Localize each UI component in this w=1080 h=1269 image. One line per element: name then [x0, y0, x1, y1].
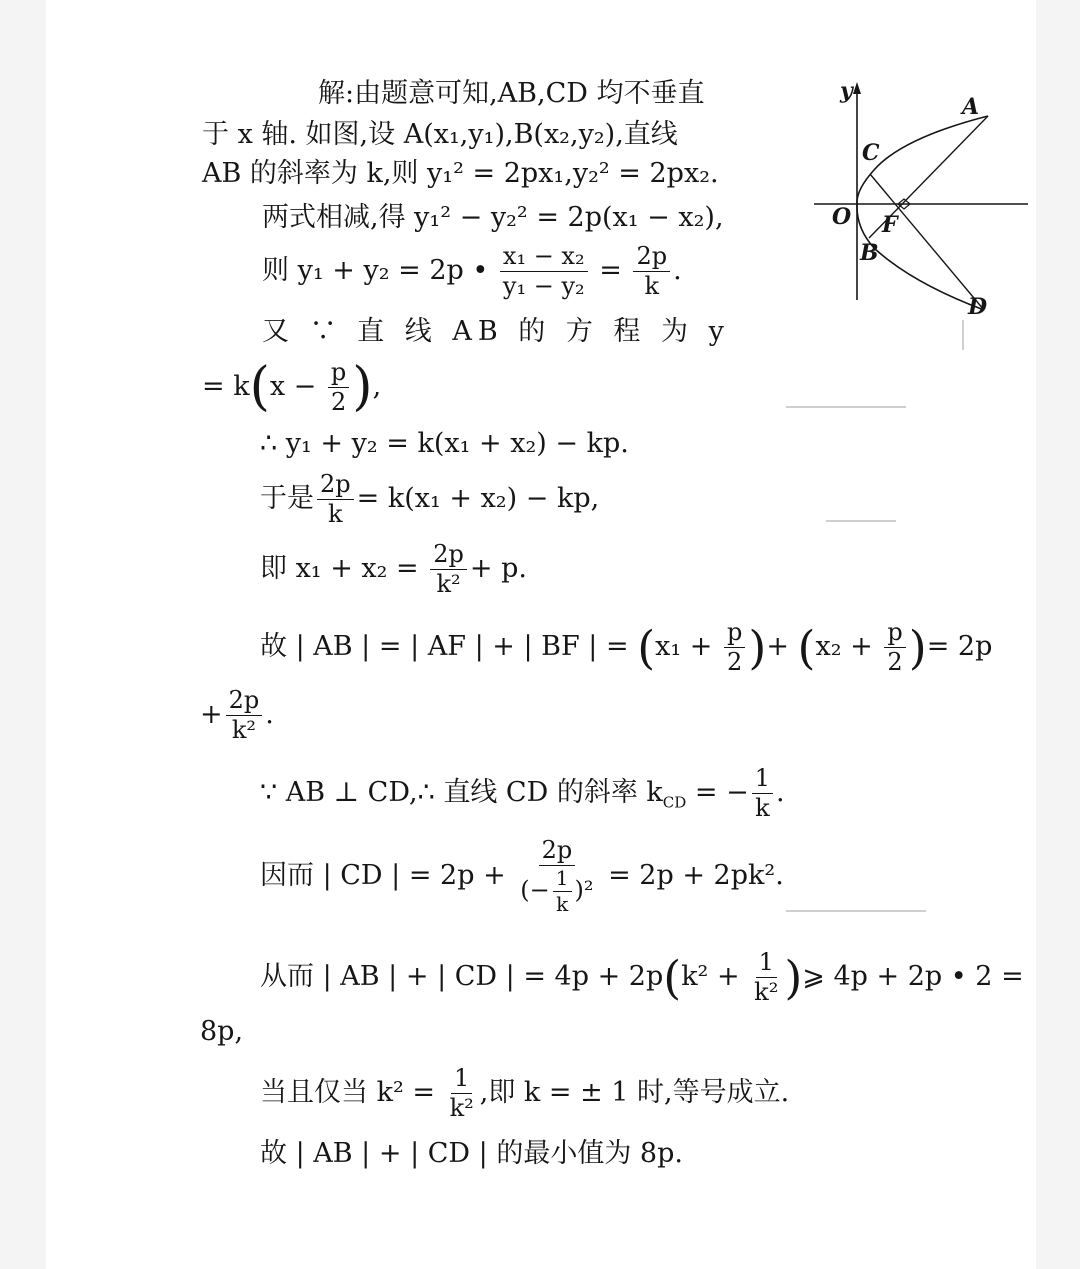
fraction: $\frac{1}{\text{k²}}$ — [449, 1064, 474, 1123]
fraction: $\frac{2p}{k}$ — [633, 244, 670, 299]
fraction: 2p (− $\frac{1}{k}$ )² — [520, 836, 594, 917]
line-16: 8p, — [200, 1016, 244, 1047]
line-7: = k(x − $\frac{p}{2}$ ), — [202, 356, 382, 417]
label-c: C — [862, 140, 880, 166]
fraction: $\frac{1}{k}$ — [752, 766, 773, 821]
page — [46, 0, 1036, 1269]
label-b: B — [860, 240, 879, 266]
line-2: 于 x 轴. 如图,设 A(x₁,y₁),B(x₂,y₂),直线 — [202, 119, 678, 150]
fraction: $\frac{p}{2}$ — [724, 620, 745, 675]
fraction: $\frac{2p}{k}$ — [317, 472, 354, 527]
line-14: 因而 | CD | = 2p + 2p (− $\frac{1}{k}$ )² = 2p + 2pk². — [260, 836, 784, 917]
scan-speck — [826, 520, 896, 522]
fraction: $\frac{p}{2}$ — [884, 620, 905, 675]
line-17: 当且仅当 k² = $\frac{1}{\text{k²}}$ ,即 k = ± 1 时,等号成立. — [260, 1064, 790, 1123]
parabola-figure — [812, 78, 1042, 328]
fraction: $\frac{2p}{\text{k²}}$ — [430, 542, 467, 597]
line-5: 则 y₁ + y₂ = 2p • $\frac{\text{x₁ − x₂}}{\text{y₁ − y₂}}$ = $\frac{2p}{k}$ . — [262, 242, 682, 301]
fraction: $\frac{1}{\text{k²}}$ — [754, 948, 779, 1007]
line-8: ∴ y₁ + y₂ = k(x₁ + x₂) − kp. — [260, 428, 629, 459]
y-axis-arrow — [853, 82, 861, 94]
fraction: $\frac{p}{2}$ — [328, 360, 349, 415]
line-10: 即 x₁ + x₂ = $\frac{2p}{\text{k²}}$ + p. — [260, 540, 527, 599]
line-6: 又 ∵ 直 线 AB 的 方 程 为 y — [262, 316, 730, 347]
line-12: + $\frac{2p}{\text{k²}}$ . — [200, 686, 274, 745]
scan-speck — [786, 910, 926, 912]
scan-speck — [962, 320, 964, 350]
line-18: 故 | AB | + | CD | 的最小值为 8p. — [260, 1138, 683, 1169]
label-y: y — [840, 78, 853, 104]
chord-cd — [870, 174, 984, 310]
label-o: O — [832, 204, 852, 230]
label-f: F — [882, 212, 898, 238]
line-3: AB 的斜率为 k,则 y₁² = 2px₁,y₂² = 2px₂. — [202, 158, 719, 189]
line-15: 从而 | AB | + | CD | = 4p + 2p(k² + $\frac{1}{\text{k²}}$ )⩾ 4p + 2p • 2 = — [260, 948, 1024, 1007]
line-11: 故 | AB | = | AF | + | BF | = (x₁ + $\frac{p}{2}$ )+ (x₂ + $\frac{p}{2}$ )= 2p — [260, 618, 993, 677]
fraction: $\frac{2p}{\text{k²}}$ — [226, 688, 263, 743]
line-9: 于是 $\frac{2p}{k}$ = k(x₁ + x₂) − kp, — [260, 470, 600, 529]
label-d: D — [968, 294, 988, 320]
line-13: ∵ AB ⊥ CD,∴ 直线 CD 的斜率 $k_{CD}$ = − $\frac{1}{k}$ . — [260, 764, 785, 823]
fraction: $\frac{\text{x₁ − x₂}}{\text{y₁ − y₂}}$ — [500, 244, 588, 299]
scan-speck — [786, 406, 906, 408]
line-1: 解:由题意可知,AB,CD 均不垂直 — [318, 78, 705, 109]
fraction: $\frac{1}{k}$ — [553, 868, 572, 915]
label-a: A — [962, 94, 980, 120]
line-4: 两式相减,得 y₁² − y₂² = 2p(x₁ − x₂), — [262, 202, 724, 233]
